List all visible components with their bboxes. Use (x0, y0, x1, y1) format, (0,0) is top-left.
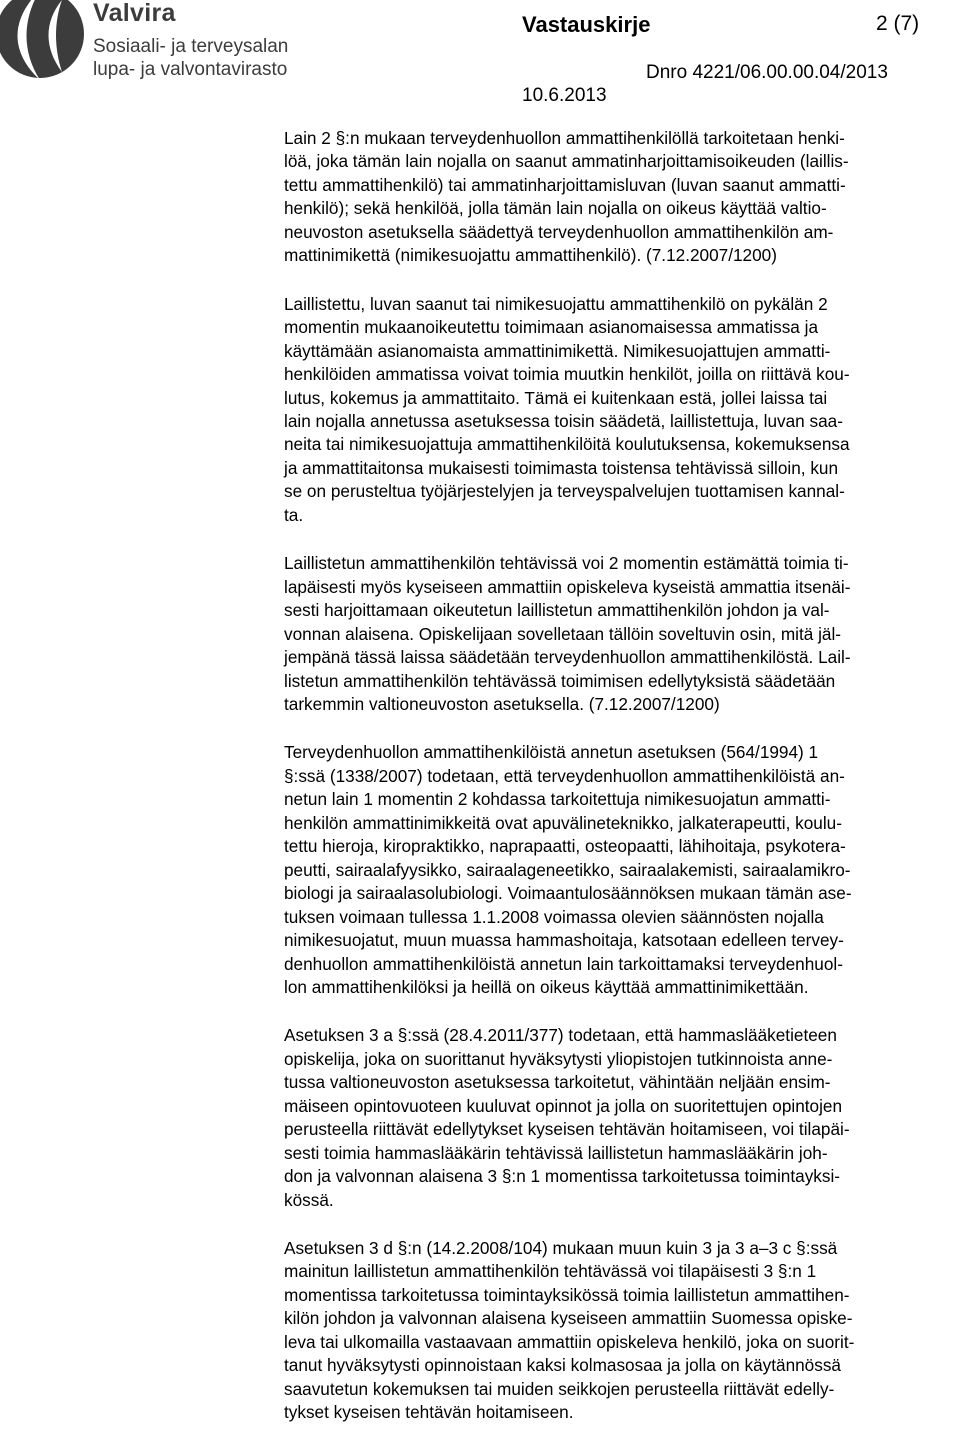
text-line: ja ammattitaitonsa mukaisesti toimimasta toistensa tehtävissä silloin, kun (284, 457, 839, 478)
document-type: Vastauskirje (522, 12, 651, 37)
text-line: leva tai ulkomailla vastaavaan ammattiin opiskeleva henkilö, joka on suorit- (284, 1331, 855, 1352)
text-line: peutti, sairaalafyysikko, sairaalageneetikko, sairaalakemisti, sairaalamikro- (284, 859, 851, 880)
text-line: henkilöiden ammatissa voivat toimia muutkin henkilöt, joilla on riittävä kou- (284, 364, 850, 385)
paragraph (284, 1237, 960, 1425)
letter-body (284, 127, 960, 1450)
text-line: denhuollon ammattihenkilöistä annetun lain tarkoittamaksi terveydenhuol- (284, 953, 843, 974)
logo-subtitle-line1: Sosiaali- ja terveysalan (93, 36, 289, 57)
text-line: kössä. (284, 1189, 334, 1210)
paragraph (284, 1024, 960, 1212)
text-line: don ja valvonnan alaisena 3 §:n 1 momentissa tarkoitetussa toimintayksi- (284, 1166, 841, 1187)
text-line: Asetuksen 3 a §:ssä (28.4.2011/377) todetaan, että hammaslääketieteen (284, 1025, 837, 1046)
logo-name: Valvira (93, 0, 176, 27)
text-line: mäiseen opintovuoteen kuuluvat opinnot ja jolla on suoritettujen opintojen (284, 1095, 843, 1116)
text-line: tussa valtioneuvoston asetuksessa tarkoitetut, vähintään neljään ensim- (284, 1072, 831, 1093)
text-line: mainitun laillistetun ammattihenkilön tehtävässä voi tilapäisesti 3 §:n 1 (284, 1261, 817, 1282)
text-line: nimikesuojatut, muun muassa hammashoitaja, katsotaan edelleen tervey- (284, 930, 844, 951)
text-line: listetun ammattihenkilön tehtävässä toimimisen edellytyksistä säädetään (284, 670, 836, 691)
text-line: käyttämään asianomaista ammattinimikettä. Nimikesuojattujen ammatti- (284, 340, 831, 361)
text-line: jempänä tässä laissa säädetään terveydenhuollon ammattihenkilöstä. Lail- (284, 647, 851, 668)
text-line: Lain 2 §:n mukaan terveydenhuollon ammattihenkilöllä tarkoitetaan henki- (284, 128, 845, 148)
text-line: ta. (284, 504, 304, 525)
text-line: kilön johdon ja valvonnan alaisena kyseiseen ammattiin Suomessa opiske- (284, 1308, 853, 1329)
text-line: tykset kyseisen tehtävän hoitamiseen. (284, 1402, 574, 1423)
text-line: Laillistettu, luvan saanut tai nimikesuojattu ammattihenkilö on pykälän 2 (284, 293, 828, 314)
valvira-logo (0, 0, 289, 84)
text-line: lain nojalla annetussa asetuksessa toisin säädetä, laillistettuja, luvan saa- (284, 410, 843, 431)
text-line: momentissa tarkoitetussa toimintayksikössä toimia laillistetun ammattihen- (284, 1284, 850, 1305)
paragraph (284, 293, 960, 528)
text-line: neita tai nimikesuojattuja ammattihenkilöitä koulutuksensa, kokemuksensa (284, 434, 850, 455)
text-line: §:ssä (1338/2007) todetaan, että terveydenhuollon ammattihenkilöistä an- (284, 765, 845, 786)
logo-subtitle-line2: lupa- ja valvontavirasto (93, 59, 288, 80)
record-number: Dnro 4221/06.00.00.04/2013 (646, 62, 888, 83)
text-line: Laillistetun ammattihenkilön tehtävissä voi 2 momentin estämättä toimia ti- (284, 553, 849, 574)
text-line: sesti toimia hammaslääkärin tehtävissä laillistetun hammaslääkärin joh- (284, 1142, 828, 1163)
text-line: sesti harjoittamaan oikeutetun laillistetun ammattihenkilön johdon ja val- (284, 600, 830, 621)
page-number: 2 (7) (876, 12, 920, 35)
document-date: 10.6.2013 (522, 85, 607, 106)
text-line: lapäisesti myös kyseiseen ammattiin opiskeleva kyseistä ammattia itsenäi- (284, 576, 851, 597)
paragraph (284, 552, 960, 716)
text-line: mattinimikettä (nimikesuojattu ammattihenkilö). (7.12.2007/1200) (284, 245, 777, 266)
text-line: saavutetun kokemuksen tai muiden seikkojen perusteella riittävät edelly- (284, 1378, 835, 1399)
text-line: neuvoston asetuksella säädettyä terveydenhuollon ammattihenkilön am- (284, 221, 834, 242)
text-line: tuksen voimaan tullessa 1.1.2008 voimassa olevien säännösten nojalla (284, 906, 824, 927)
text-line: lutus, kokemus ja ammattitaito. Tämä ei kuitenkaan estä, jollei laissa tai (284, 387, 828, 408)
text-line: löä, joka tämän lain nojalla on saanut ammatinharjoittamisoikeuden (laillis- (284, 151, 849, 172)
paragraph (284, 127, 960, 268)
text-line: henkilön ammattinimikkeitä ovat apuvälineteknikko, jalkaterapeutti, koulu- (284, 812, 842, 833)
text-line: se on perusteltua työjärjestelyjen ja terveyspalvelujen tuottamisen kannal- (284, 481, 845, 502)
text-line: opiskelija, joka on suorittanut hyväksytysti yliopistojen tutkinnoista anne- (284, 1048, 833, 1069)
text-line: momentin mukaanoikeutettu toimimaan asianomaisessa ammatissa ja (284, 317, 819, 338)
text-line: Asetuksen 3 d §:n (14.2.2008/104) mukaan muun kuin 3 ja 3 a–3 c §:ssä (284, 1238, 838, 1259)
text-line: tarkemmin valtioneuvoston asetuksella. (7.12.2007/1200) (284, 693, 720, 714)
text-line: perusteella riittävät edellytykset kyseisen tehtävän hoitamiseen, voi tilapäi- (284, 1119, 850, 1140)
text-line: vonnan alaisena. Opiskelijaan sovelletaan tällöin soveltuvin osin, mitä jäl- (284, 623, 841, 644)
text-line: henkilö); sekä henkilöä, jolla tämän lain nojalla on oikeus käyttää valtio- (284, 198, 827, 219)
text-line: lon ammattihenkilöksi ja heillä on oikeus käyttää ammattinimikettään. (284, 976, 809, 997)
text-line: biologi ja sairaalasolubiologi. Voimaantulosäännöksen mukaan tämän ase- (284, 883, 852, 904)
valvira-logo-mark-icon (0, 0, 86, 84)
paragraph (284, 741, 960, 999)
text-line: tanut hyväksytysti opinnoistaan kaksi kolmasosaa ja jolla on käytännössä (284, 1355, 841, 1376)
text-line: netun lain 1 momentin 2 kohdassa tarkoitettuja nimikesuojatun ammatti- (284, 789, 831, 810)
text-line: tettu ammattihenkilö) tai ammatinharjoittamisluvan (luvan saanut ammatti- (284, 174, 846, 195)
text-line: Terveydenhuollon ammattihenkilöistä annetun asetuksen (564/1994) 1 (284, 742, 819, 763)
text-line: tettu hieroja, kiropraktikko, naprapaatti, osteopaatti, lähihoitaja, psykotera- (284, 836, 846, 857)
